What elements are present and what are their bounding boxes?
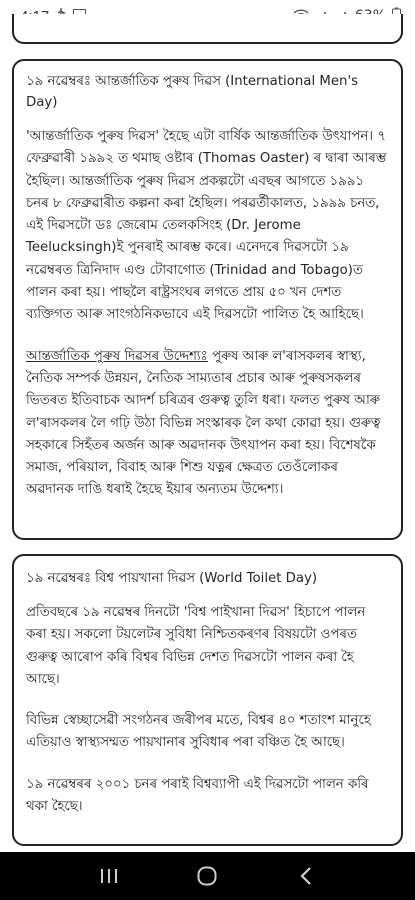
- card-title: ১৯ নৱেম্বৰঃ বিশ্ব পায়খানা দিৱস (World Toilet Day): [26, 571, 318, 586]
- card-paragraph: ১৯ নৱেম্বৰৰ ২০০১ চনৰ পৰাই বিশ্বব্যাপী এই দিৱসটো পালন কৰি থকা হৈছে।: [26, 776, 369, 815]
- home-button[interactable]: [187, 856, 227, 896]
- recents-button[interactable]: [89, 856, 129, 896]
- objective-label: আন্তৰ্জাতিক পুৰুষ দিৱসৰ উদ্দেশ্যঃ: [26, 348, 208, 364]
- toilet-day-card: [12, 554, 403, 846]
- previous-card-bottom: [12, 14, 403, 44]
- home-icon: [196, 865, 218, 887]
- card-paragraph-objective: [26, 346, 389, 502]
- objective-body: পুৰুষ আৰু ল'ৰাসকলৰ স্বাস্থ্য, নৈতিক সম্পৰ্ক উন্নয়ন, নৈতিক সাম্যতাৰ প্ৰচাৰ আৰু পুৰুষসকলৰ ভিতৰত ইতিবাচক আদৰ্শ চৰিত্ৰৰ গুৰুত্ব তুলি ধৰা। ফলত পুৰুষ আৰু ল'ৰাসকলৰ লৈ গঢ়ি উঠা বিভিন্ন সংস্কাৰক লৈ কথা কোৱা হয়। গুৰুত্ব সহকাৰে সিহঁতৰ অৰ্জন আৰু অৱদানক উৎযাপন কৰা হয়। বিশেষকৈ সমাজ, পৰিয়াল, বিবাহ আৰু শিশু যত্নৰ ক্ষেত্ৰত তেওঁলোকৰ অৱদানক দাঙি ধৰাই হৈছে ইয়াৰ অন্যতম উদ্দেশ্য।: [26, 348, 381, 498]
- recents-icon: [99, 867, 119, 885]
- card-paragraph: বিভিন্ন স্বেচ্ছাসেৱী সংগঠনৰ জৰীপৰ মতে, বিশ্বৰ ৪০ শতাংশ মানুহে এতিয়াও স্বাস্থ্যসম্মত পায়খানাৰ সুবিধাৰ পৰা বঞ্চিত হৈ আছে।: [26, 713, 371, 751]
- mens-day-card: [12, 59, 403, 540]
- navigation-bar: [0, 852, 415, 900]
- back-button[interactable]: [286, 856, 326, 896]
- card-title: ১৯ নৱেম্বৰঃ আন্তৰ্জাতিক পুৰুষ দিৱস (International Men's Day): [26, 74, 359, 110]
- back-icon: [299, 866, 313, 886]
- card-paragraph: 'আন্তৰ্জাতিক পুৰুষ দিৱস' হৈছে এটা বাৰ্ষিক আন্তৰ্জাতিক উৎযাপন। ৭ ফেব্ৰুৱাৰী ১৯৯২ ত থমাছ ওষ্টাৰ (Thomas Oaster) ৰ দ্বাৰা আৰম্ভ হৈছিল। আন্তৰ্জাতিক পুৰুষ দিৱস প্ৰকল্পটো এবছৰ আগতে ১৯৯১ চনৰ ৮ ফেব্ৰুৱাৰীত কল্পনা কৰা হৈছিল। পৰৱৰ্তীকালত, ১৯৯৯ চনত, এই দিৱসটো ডঃ জেৰোম তেলকসিংহ (Dr. Jerome Teelucksingh)ই পুনৰাই আৰম্ভ কৰে। এনেদৰে দিৱসটো ১৯ নৱেম্বৰত ত্ৰিনিদাদ এণ্ড টোবাগোত (Trinidad and Tobago)ত পালন কৰা হয়। পাছলৈ ৰাষ্ট্ৰসংঘৰ লগতে প্ৰায় ৫০ খন দেশত ব্যক্তিগত আৰু সাংগঠনিকভাবে এই দিৱসটো পালিত হৈ আহিছে।: [26, 129, 387, 323]
- card-paragraph: প্ৰতিবছৰে ১৯ নৱেম্বৰ দিনটো 'বিশ্ব পাইখানা দিৱস' হিচাপে পালন কৰা হয়। সকলো টয়লেটৰ সুবিধা নিশ্চিতকৰণৰ বিষয়টো ওপৰত গুৰুত্ব আৰোপ কৰি বিশ্বৰ বিভিন্ন দেশত দিৱসটো পালন কৰা হৈ আছে।: [26, 605, 366, 687]
